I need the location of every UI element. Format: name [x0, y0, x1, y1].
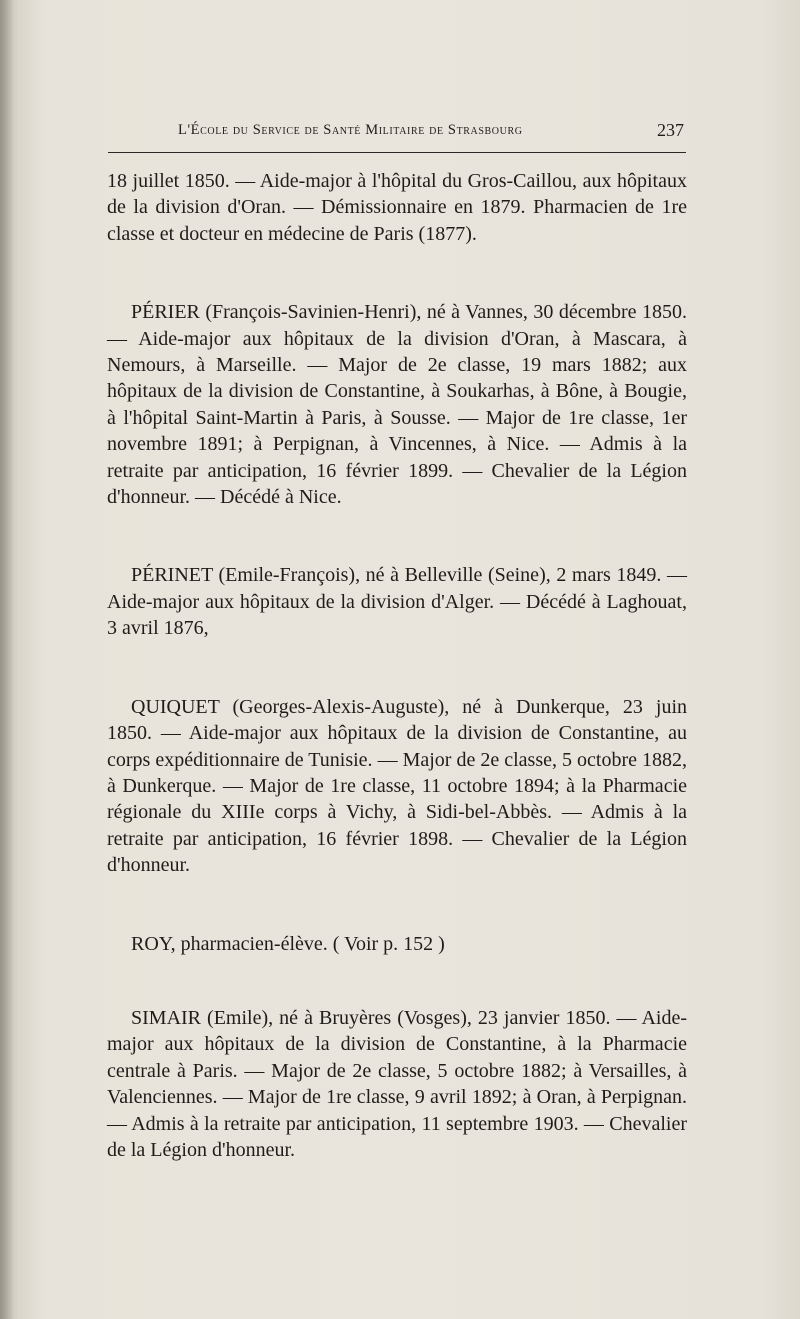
page-gutter-shadow [0, 0, 14, 1319]
running-head [178, 120, 686, 144]
text-block [107, 168, 687, 1163]
entry-simair: SIMAIR (Emile), né à Bruyères (Vosges), 23 janvier 1850. — Aide-major aux hôpitaux de la division de Constantine, à la Pharmacie centrale à Paris. — Major de 2e classe, 5 octobre 1882; à Versailles, à Valenciennes. — Major de 1re classe, 9 avril 1892; à Oran, à Perpignan. — Admis à la retraite par anticipation, 11 septembre 1903. — Chevalier de la Légion d'honneur. [107, 1006, 687, 1161]
running-title: L'École du Service de Santé Militaire de Strasbourg [178, 122, 523, 138]
entry-quiquet: QUIQUET (Georges-Alexis-Auguste), né à Dunkerque, 23 juin 1850. — Aide-major aux hôpitaux de la division de Constantine, au corps expéditionnaire de Tunisie. — Major de 2e classe, 5 octobre 1882, à Dunkerque. — Major de 1re classe, 11 octobre 1894; à la Pharmacie régionale du XIIIe corps à Vichy, à Sidi-bel-Abbès. — Admis à la retraite par anticipation, 16 février 1898. — Chevalier de la Légion d'honneur. [107, 695, 687, 877]
header-rule [108, 152, 686, 153]
page-number: 237 [657, 120, 684, 140]
paragraph-continuation: 18 juillet 1850. — Aide-major à l'hôpital du Gros-Caillou, aux hôpitaux de la division d'Oran. — Démissionnaire en 1879. Pharmacien de 1re classe et docteur en médecine de Paris (1877). [107, 170, 687, 245]
entry-perier: PÉRIER (François-Savinien-Henri), né à Vannes, 30 décembre 1850. — Aide-major aux hôpitaux de la division d'Oran, à Mascara, à Nemours, à Marseille. — Major de 2e classe, 19 mars 1882; aux hôpitaux de la division de Constantine, à Soukarhas, à Bône, à Bougie, à l'hôpital Saint-Martin à Paris, à Sousse. — Major de 1re classe, 1er novembre 1891; à Perpignan, à Vincennes, à Nice. — Admis à la retraite par anticipation, 16 février 1899. — Chevalier de la Légion d'honneur. — Décédé à Nice. [107, 301, 687, 509]
entry-perinet: PÉRINET (Emile-François), né à Belleville (Seine), 2 mars 1849. — Aide-major aux hôpitaux de la division d'Alger. — Décédé à Laghouat, 3 avril 1876, [107, 564, 687, 640]
entry-roy: ROY, pharmacien-élève. ( Voir p. 152 ) [131, 932, 445, 955]
